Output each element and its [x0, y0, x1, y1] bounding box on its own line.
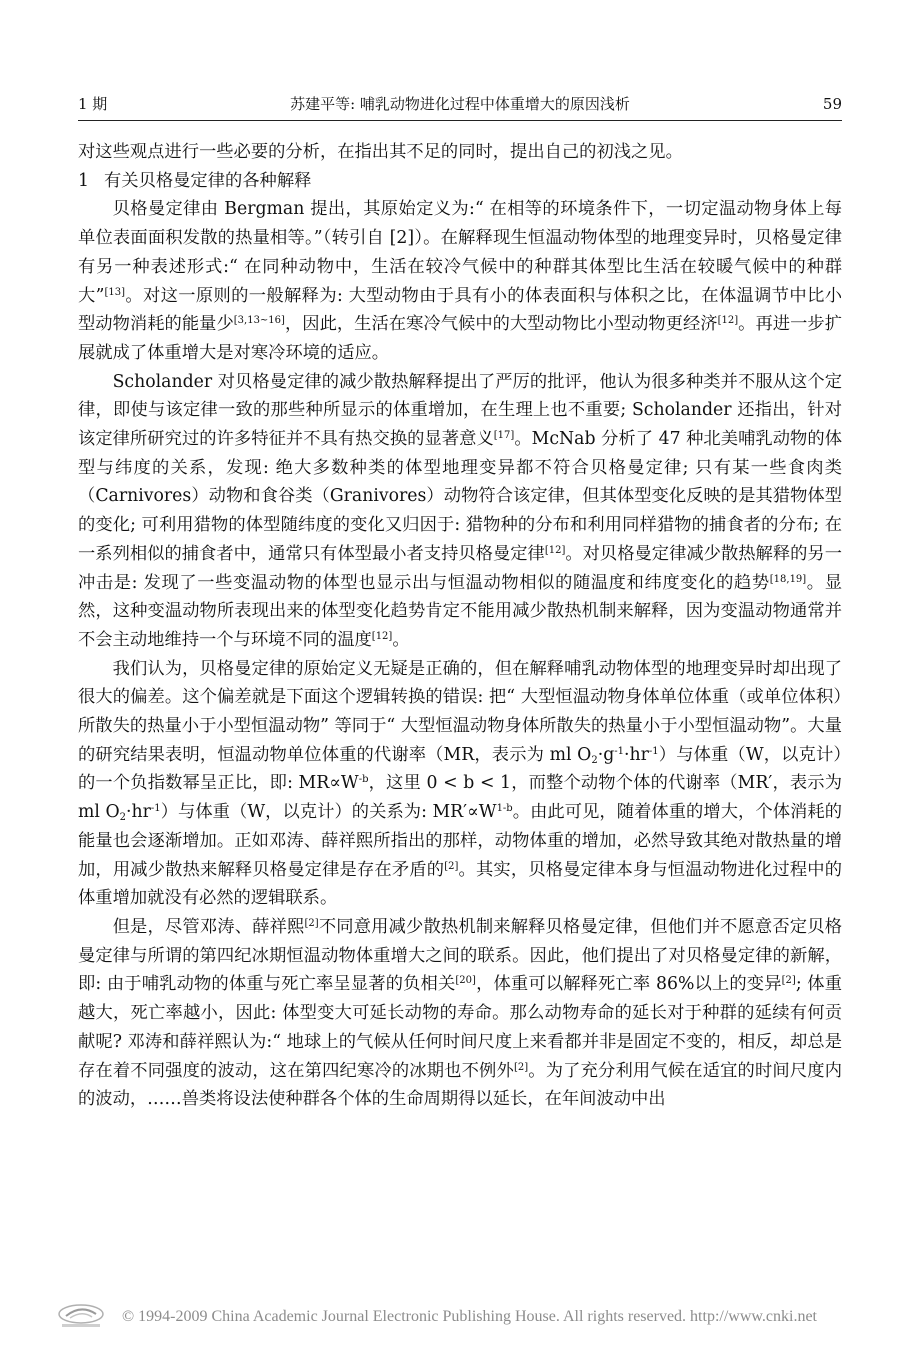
citation[interactable]: [2]: [304, 917, 319, 929]
cnki-logo-icon: [54, 1302, 108, 1330]
paragraph-authors-view: 我们认为，贝格曼定律的原始定义无疑是正确的，但在解释哺乳动物体型的地理变异时却出现了很大的偏差。这个偏差就是下面这个逻辑转换的错误: 把“ 大型恒温动物身体单位体重（或单位体积）所散失的热量小于小型恒温动物” 等同于“ 大型恒温动物身体所散失的热量小于小型恒温动物”。大量的研究结果表明，恒温动物单位体重的代谢率（MR，表示为 ml $O_2\cdot g^{-1}\cdot hr^{-1}$）与体重（W，以克计）的一个负指数幂呈正比，即: $MR\propto W^{-b}$，这里 0 < b < 1，而整个动物个体的代谢率（MR′，表示为 ml $O_2\cdot hr^{-1}$）与体重（W，以克计）的关系为: $MR'\propto W^{1-b}$。由此可见，随着体重的增大，个体消耗的能量也会逐渐增加。正如邓涛、薛祥熙所指出的那样，动物体重的增加，必然导致其绝对散热量的增加，用减少散热来解释贝格曼定律是存在矛盾的[2]。其实，贝格曼定律本身与恒温动物进化过程中的体重增加就没有必然的逻辑联系。: [78, 658, 842, 909]
citation[interactable]: [2]: [513, 1061, 529, 1073]
paragraph-bergman-definition: 贝格曼定律由 Bergman 提出，其原始定义为:“ 在相等的环境条件下，一切定温动物身体上每单位表面面积发散的热量相等。”（转引自 [2]）。在解释现生恒温动物体型的地理变异时，贝格曼定律有另一种表述形式:“ 在同种动物中，生活在较冷气候中的种群其体型比生活在较暖气候中的种群大”[13]。对这一原则的一般解释为: 大型动物由于具有小的体表面积与体积之比，在体温调节中比小型动物消耗的能量少[3,13~16]，因此，生活在寒冷气候中的大型动物比小型动物更经济[12]。再进一步扩展就成了体重增大是对寒冷环境的适应。: [78, 199, 842, 363]
section-title: 有关贝格曼定律的各种解释: [104, 170, 312, 191]
copyright-notice: © 1994-2009 China Academic Journal Electronic Publishing House. All rights reserved. http://www.cnki.net: [122, 1308, 817, 1325]
citation[interactable]: [2]: [444, 860, 459, 872]
citation[interactable]: [17]: [493, 430, 515, 442]
paragraph-deng-xue-view: 但是，尽管邓涛、薛祥熙[2]不同意用减少散热机制来解释贝格曼定律，但他们并不愿意否定贝格曼定律与所谓的第四纪冰期恒温动物体重增大之间的联系。因此，他们提出了对贝格曼定律的新解，即: 由于哺乳动物的体重与死亡率呈显著的负相关[20]，体重可以解释死亡率 86%以上的变异[2]; 体重越大，死亡率越小，因此: 体型变大可延长动物的寿命。那么动物寿命的延长对于种群的延续有何贡献呢? 邓涛和薛祥熙认为:“ 地球上的气候从任何时间尺度上来看都并非是固定不变的，相反，却总是存在着不同强度的波动，这在第四纪寒冷的冰期也不例外[2]。为了充分利用气候在适宜的时间尺度内的波动，……兽类将设法使种群各个体的生命周期得以延长，在年间波动中出: [78, 916, 842, 1110]
citation[interactable]: [12]: [717, 315, 739, 327]
citation[interactable]: [12]: [371, 630, 393, 642]
paragraph-intro: 对这些观点进行一些必要的分析，在指出其不足的同时，提出自己的初浅之见。: [78, 142, 683, 162]
citation[interactable]: [2]: [781, 975, 796, 987]
section-number: 1: [78, 170, 89, 191]
citation[interactable]: [20]: [455, 975, 476, 987]
citation[interactable]: [12]: [544, 544, 566, 556]
section-heading-1: [78, 167, 842, 196]
running-header: [78, 92, 842, 116]
running-title: 苏建平等: 哺乳动物进化过程中体重增大的原因浅析: [290, 95, 630, 113]
citation[interactable]: [3,13~16]: [233, 315, 285, 327]
copyright-footer: [54, 1300, 920, 1340]
issue-number: 1 期: [78, 95, 108, 113]
citation[interactable]: [13]: [104, 286, 125, 298]
header-rule: [78, 120, 842, 121]
page-number: 59: [822, 95, 842, 113]
paragraph-scholander-critique: Scholander 对贝格曼定律的减少散热解释提出了严厉的批评，他认为很多种类并不服从这个定律，即使与该定律一致的那些种所显示的体重增加，在生理上也不重要; Scholander 还指出，针对该定律所研究过的许多特征并不具有热交换的显著意义[17]。McNab 分析了 47 种北美哺乳动物的体型与纬度的关系，发现: 绝大多数种类的体型地理变异都不符合贝格曼定律; 只有某一些食肉类（Carnivores）动物和食谷类（Granivores）动物符合该定律，但其体型变化反映的是其猎物体型的变化; 可利用猎物的体型随纬度的变化又归因于: 猎物种的分布和利用同样猎物的捕食者的分布; 在一系列相似的捕食者中，通常只有体型最小者支持贝格曼定律[12]。对贝格曼定律减少散热解释的另一冲击是: 发现了一些变温动物的体型也显示出与恒温动物相似的随温度和纬度变化的趋势[18,19]。显然，这种变温动物所表现出来的体型变化趋势肯定不能用减少散热机制来解释，因为变温动物通常并不会主动地维持一个与环境不同的温度[12]。: [78, 371, 842, 650]
citation[interactable]: [18,19]: [769, 573, 807, 585]
article-body: [78, 138, 842, 1114]
